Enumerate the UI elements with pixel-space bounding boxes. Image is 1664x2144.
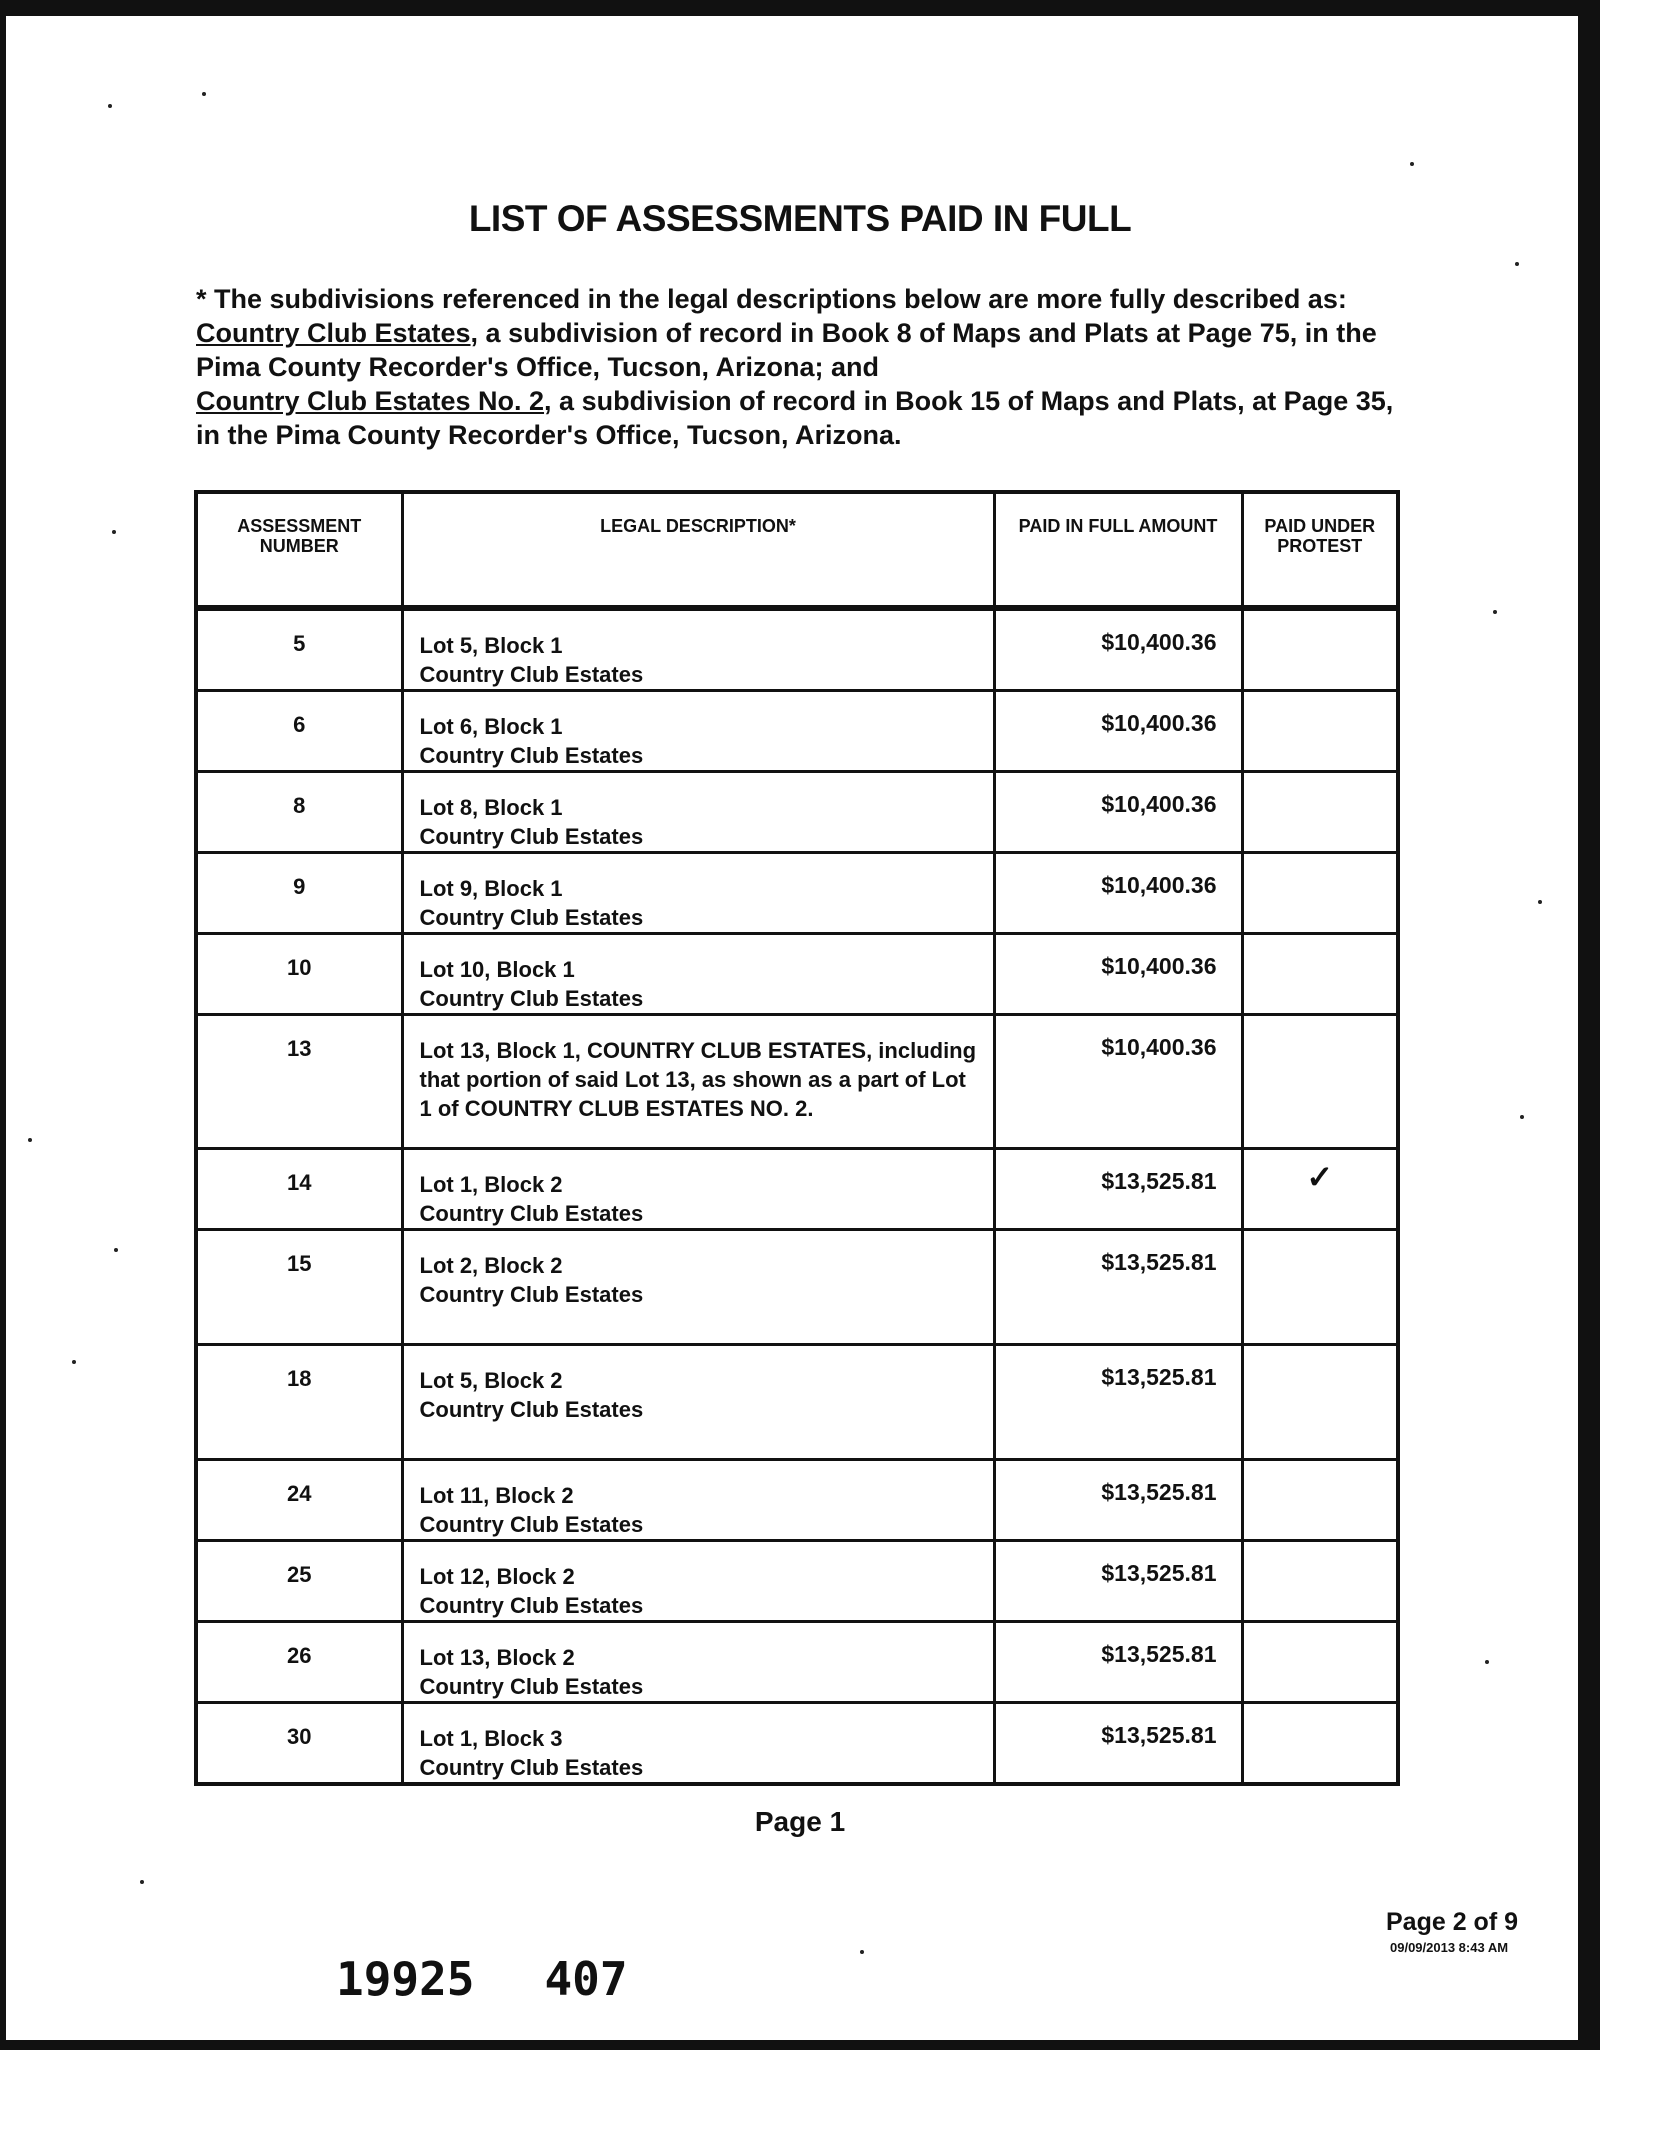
assessment-number: 24 xyxy=(196,1460,402,1541)
legal-description xyxy=(402,1460,994,1541)
scan-speck xyxy=(860,1950,864,1954)
legal-description xyxy=(402,1230,994,1345)
lot-text: Lot 1, Block 2 xyxy=(419,1172,563,1197)
table-row xyxy=(196,1149,1398,1230)
table-row xyxy=(196,1015,1398,1149)
paid-amount: $10,400.36 xyxy=(994,691,1242,772)
protest-mark xyxy=(1242,1622,1398,1703)
scan-speck xyxy=(1485,1660,1489,1664)
paid-amount: $13,525.81 xyxy=(994,1460,1242,1541)
paid-amount: $13,525.81 xyxy=(994,1703,1242,1785)
paid-amount: $10,400.36 xyxy=(994,772,1242,853)
subdivision-2 xyxy=(196,384,1406,452)
table-row xyxy=(196,1460,1398,1541)
assessment-number: 30 xyxy=(196,1703,402,1785)
assessment-number: 8 xyxy=(196,772,402,853)
timestamp: 09/09/2013 8:43 AM xyxy=(1390,1940,1509,1955)
subdivision-text: Country Club Estates xyxy=(419,824,644,849)
page-label: Page 1 xyxy=(754,1806,846,1837)
paid-amount: $10,400.36 xyxy=(994,934,1242,1015)
subdivision-text: Country Club Estates xyxy=(419,1674,644,1699)
lot-text: Lot 2, Block 2 xyxy=(419,1253,563,1278)
paid-amount: $13,525.81 xyxy=(994,1149,1242,1230)
paid-amount: $10,400.36 xyxy=(994,608,1242,691)
legal-description xyxy=(402,1015,994,1149)
page-title: LIST OF ASSESSMENTS PAID IN FULL xyxy=(468,198,1132,239)
subdivision-text: Country Club Estates xyxy=(419,743,644,768)
table-row xyxy=(196,1703,1398,1785)
table-row xyxy=(196,934,1398,1015)
assessment-number: 5 xyxy=(196,608,402,691)
protest-mark xyxy=(1242,853,1398,934)
scan-speck xyxy=(112,530,116,534)
assessment-number: 9 xyxy=(196,853,402,934)
table-row xyxy=(196,853,1398,934)
subdivision-text: Country Club Estates xyxy=(419,986,644,1011)
paid-amount: $13,525.81 xyxy=(994,1230,1242,1345)
legal-description xyxy=(402,772,994,853)
assessment-number: 6 xyxy=(196,691,402,772)
scan-speck xyxy=(114,1248,118,1252)
header-assessment-number: ASSESSMENT NUMBER xyxy=(196,492,402,608)
legal-description xyxy=(402,1622,994,1703)
scan-speck xyxy=(72,1360,76,1364)
legal-description xyxy=(402,1541,994,1622)
lot-text: Lot 8, Block 1 xyxy=(419,795,563,820)
subdivision-text: Country Club Estates xyxy=(419,1593,644,1618)
subdivision-2-text: , a subdivision of record in Book 15 of Maps and Plats, at Page 35, in the Pima County Recorder's Office, Tucson, Arizona. xyxy=(196,386,1394,450)
table-header-row xyxy=(196,492,1398,608)
docket-number: 19925 xyxy=(336,1952,475,2006)
protest-mark xyxy=(1242,691,1398,772)
protest-mark xyxy=(1242,608,1398,691)
header-legal-description: LEGAL DESCRIPTION* xyxy=(402,492,994,608)
legal-description xyxy=(402,1345,994,1460)
assessment-number: 13 xyxy=(196,1015,402,1149)
table-row xyxy=(196,1622,1398,1703)
table-row xyxy=(196,1345,1398,1460)
subdivision-2-name: Country Club Estates No. 2 xyxy=(196,386,545,416)
scan-speck xyxy=(140,1880,144,1884)
assessment-number: 18 xyxy=(196,1345,402,1460)
assessment-number: 26 xyxy=(196,1622,402,1703)
lot-text: Lot 5, Block 1 xyxy=(419,633,563,658)
scan-speck xyxy=(1520,1115,1524,1119)
subdivision-text: Country Club Estates xyxy=(419,662,644,687)
scan-speck xyxy=(1493,610,1497,614)
assessment-number: 14 xyxy=(196,1149,402,1230)
page-of-count: Page 2 of 9 xyxy=(1386,1908,1518,1936)
lot-text: Lot 12, Block 2 xyxy=(419,1564,575,1589)
subdivision-1 xyxy=(196,316,1406,384)
table-row xyxy=(196,608,1398,691)
protest-mark xyxy=(1242,772,1398,853)
header-paid-in-full: PAID IN FULL AMOUNT xyxy=(994,492,1242,608)
paid-amount: $10,400.36 xyxy=(994,853,1242,934)
protest-mark xyxy=(1242,1541,1398,1622)
lot-text: Lot 13, Block 1, COUNTRY CLUB ESTATES, including that portion of said Lot 13, as shown as a part of Lot 1 of COUNTRY CLUB ESTATES NO. 2. xyxy=(419,1038,977,1121)
subdivision-1-text: , a subdivision of record in Book 8 of Maps and Plats at Page 75, in the Pima County Recorder's Office, Tucson, Arizona; and xyxy=(196,318,1377,382)
paid-amount: $10,400.36 xyxy=(994,1015,1242,1149)
subdivision-text: Country Club Estates xyxy=(419,905,644,930)
subdivision-text: Country Club Estates xyxy=(419,1755,644,1780)
legal-description xyxy=(402,1149,994,1230)
lot-text: Lot 13, Block 2 xyxy=(419,1645,575,1670)
scan-speck xyxy=(202,92,206,96)
protest-mark: ✓ xyxy=(1242,1149,1398,1230)
scan-speck xyxy=(1410,162,1414,166)
assessment-number: 25 xyxy=(196,1541,402,1622)
protest-mark xyxy=(1242,1015,1398,1149)
protest-mark xyxy=(1242,1230,1398,1345)
legal-description xyxy=(402,853,994,934)
paid-amount: $13,525.81 xyxy=(994,1345,1242,1460)
subdivision-1-name: Country Club Estates xyxy=(196,318,471,348)
subdivision-text: Country Club Estates xyxy=(419,1282,644,1307)
legal-description xyxy=(402,608,994,691)
subdivision-text: Country Club Estates xyxy=(419,1201,644,1226)
table-row xyxy=(196,1230,1398,1345)
lot-text: Lot 11, Block 2 xyxy=(419,1483,574,1508)
intro-paragraph xyxy=(196,282,1406,452)
protest-mark xyxy=(1242,1703,1398,1785)
assessments-table xyxy=(194,490,1400,1786)
lot-text: Lot 10, Block 1 xyxy=(419,957,575,982)
subdivision-text: Country Club Estates xyxy=(419,1512,644,1537)
legal-description xyxy=(402,691,994,772)
table-row xyxy=(196,691,1398,772)
intro-line: * The subdivisions referenced in the legal descriptions below are more fully described as: xyxy=(196,284,1347,314)
lot-text: Lot 1, Block 3 xyxy=(419,1726,563,1751)
lot-text: Lot 6, Block 1 xyxy=(419,714,563,739)
protest-mark xyxy=(1242,1345,1398,1460)
scan-speck xyxy=(1515,262,1519,266)
header-paid-under-protest: PAID UNDER PROTEST xyxy=(1242,492,1398,608)
legal-description xyxy=(402,934,994,1015)
table-row xyxy=(196,1541,1398,1622)
lot-text: Lot 9, Block 1 xyxy=(419,876,563,901)
recording-page: 407 xyxy=(544,1952,628,2006)
subdivision-text: Country Club Estates xyxy=(419,1397,644,1422)
recording-number xyxy=(336,1952,698,2006)
protest-mark xyxy=(1242,934,1398,1015)
lot-text: Lot 5, Block 2 xyxy=(419,1368,563,1393)
legal-description xyxy=(402,1703,994,1785)
assessment-number: 15 xyxy=(196,1230,402,1345)
scan-speck xyxy=(108,104,112,108)
protest-mark xyxy=(1242,1460,1398,1541)
scan-speck xyxy=(1538,900,1542,904)
assessment-number: 10 xyxy=(196,934,402,1015)
paid-amount: $13,525.81 xyxy=(994,1622,1242,1703)
table-row xyxy=(196,772,1398,853)
paid-amount: $13,525.81 xyxy=(994,1541,1242,1622)
scan-speck xyxy=(28,1138,32,1142)
